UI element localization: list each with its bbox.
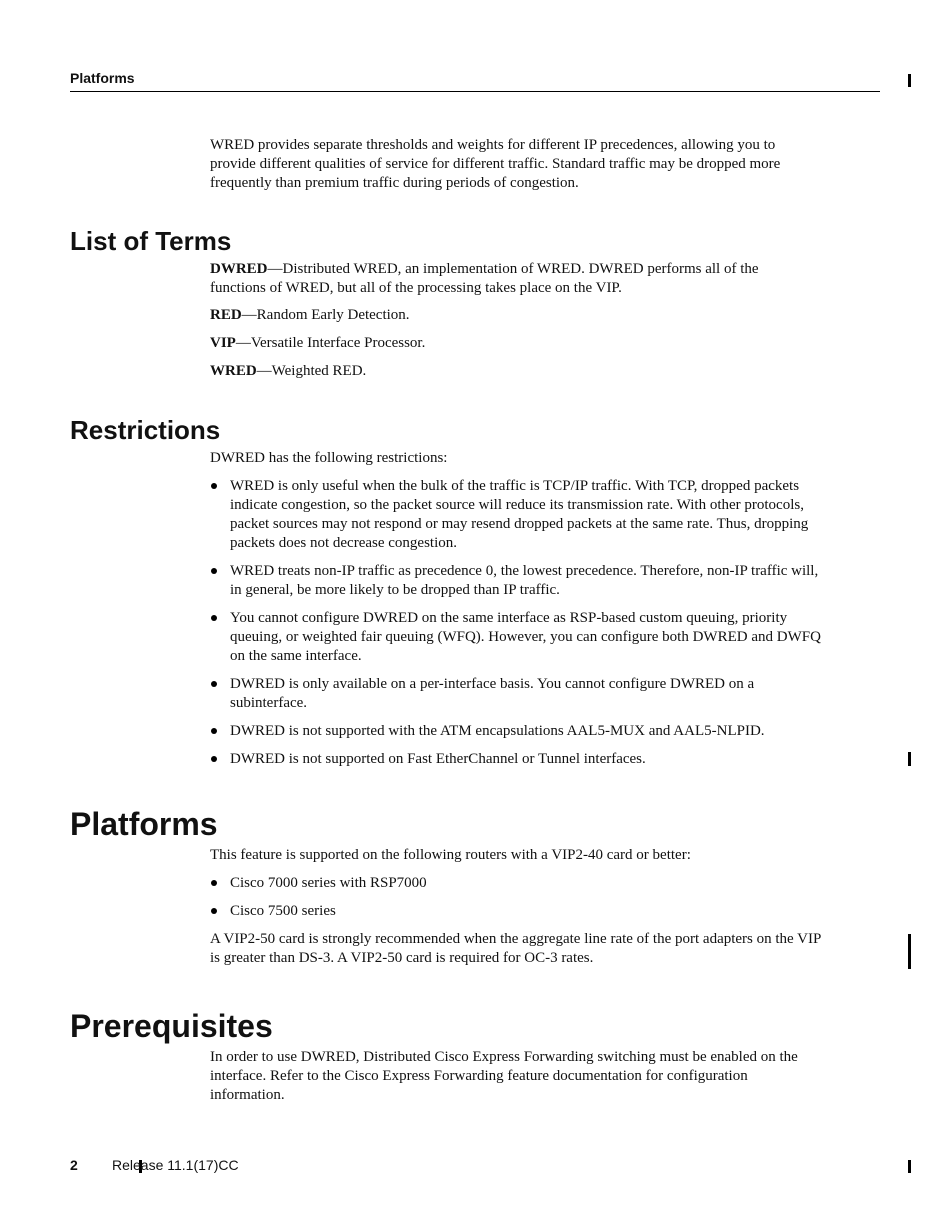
term-definition: —Random Early Detection. (241, 307, 410, 323)
list-item (210, 874, 825, 893)
list-item (210, 609, 825, 666)
platforms-heading: Platforms (70, 806, 218, 842)
term-name: RED (210, 307, 242, 323)
term-name: DWRED (210, 261, 268, 277)
list-item (210, 562, 825, 600)
term-name: WRED (210, 363, 257, 379)
page-number: 2 (70, 1157, 78, 1173)
list-item (210, 675, 825, 713)
restrictions-heading: Restrictions (70, 415, 221, 445)
bullet-icon (211, 568, 217, 574)
bullet-icon (211, 615, 217, 621)
bullet-icon (211, 483, 217, 489)
list-item (210, 750, 825, 769)
list-item (210, 477, 825, 553)
list-item-text: DWRED is not supported with the ATM encapsulations AAL5-MUX and AAL5-NLPID. (230, 723, 765, 739)
term-entry (210, 306, 810, 325)
list-item-text: WRED is only useful when the bulk of the traffic is TCP/IP traffic. With TCP, dropped packets indicate congestion, so the packet source will reduce its transmission rate. With other protocols, packet sources may not respond or may resend dropped packets at the same rate. Thus, dropping packets does not decrease congestion. (230, 478, 809, 551)
term-entry (210, 362, 810, 381)
bullet-icon (211, 880, 217, 886)
list-item-text: You cannot configure DWRED on the same interface as RSP-based custom queuing, priority queuing, or weighted fair queuing (WFQ). However, you can configure both DWRED and DWFQ on the same interface. (230, 610, 821, 664)
prerequisites-heading: Prerequisites (70, 1008, 273, 1044)
platforms-intro: This feature is supported on the following routers with a VIP2-40 card or better: (210, 847, 691, 863)
bullet-icon (211, 908, 217, 914)
change-bar (908, 1160, 911, 1173)
list-item-text: WRED treats non-IP traffic as precedence 0, the lowest precedence. Therefore, non-IP traffic will, in general, be more likely to be dropped than IP traffic. (230, 563, 819, 598)
header-rule (70, 91, 880, 92)
intro-paragraph: WRED provides separate thresholds and weights for different IP precedences, allowing you to provide different qualities of service for different traffic. Standard traffic may be dropped more frequently than premium traffic during periods of congestion. (210, 137, 781, 191)
change-bar (908, 74, 911, 87)
term-definition: —Weighted RED. (256, 363, 367, 379)
term-entry (210, 334, 810, 353)
list-item-text: DWRED is not supported on Fast EtherChannel or Tunnel interfaces. (230, 751, 646, 767)
change-bar (908, 752, 911, 766)
bullet-icon (211, 756, 217, 762)
list-item-text: Cisco 7500 series (230, 903, 336, 919)
prerequisites-text: In order to use DWRED, Distributed Cisco Express Forwarding switching must be enabled on the interface. Refer to the Cisco Express Forwarding feature documentation for configuration information. (210, 1049, 798, 1103)
term-definition: —Versatile Interface Processor. (235, 335, 426, 351)
list-item-text: DWRED is only available on a per-interface basis. You cannot configure DWRED on a subinterface. (230, 676, 755, 711)
list-item (210, 902, 825, 921)
term-entry (210, 260, 810, 298)
bullet-icon (211, 681, 217, 687)
platforms-note: A VIP2-50 card is strongly recommended when the aggregate line rate of the port adapters on the VIP is greater than DS-3. A VIP2-50 card is required for OC-3 rates. (210, 931, 821, 966)
term-name: VIP (210, 335, 236, 351)
release-label: Release 11.1(17)CC (112, 1157, 239, 1173)
restrictions-list (210, 477, 825, 769)
term-definition: —Distributed WRED, an implementation of WRED. DWRED performs all of the functions of WRED, but all of the processing takes place on the VIP. (210, 261, 759, 296)
bullet-icon (211, 728, 217, 734)
list-item (210, 722, 825, 741)
list-of-terms-heading: List of Terms (70, 226, 232, 256)
running-header-title: Platforms (70, 70, 135, 86)
platforms-list (210, 874, 825, 921)
change-bar (908, 934, 911, 969)
list-item-text: Cisco 7000 series with RSP7000 (230, 875, 427, 891)
restrictions-intro: DWRED has the following restrictions: (210, 450, 448, 466)
